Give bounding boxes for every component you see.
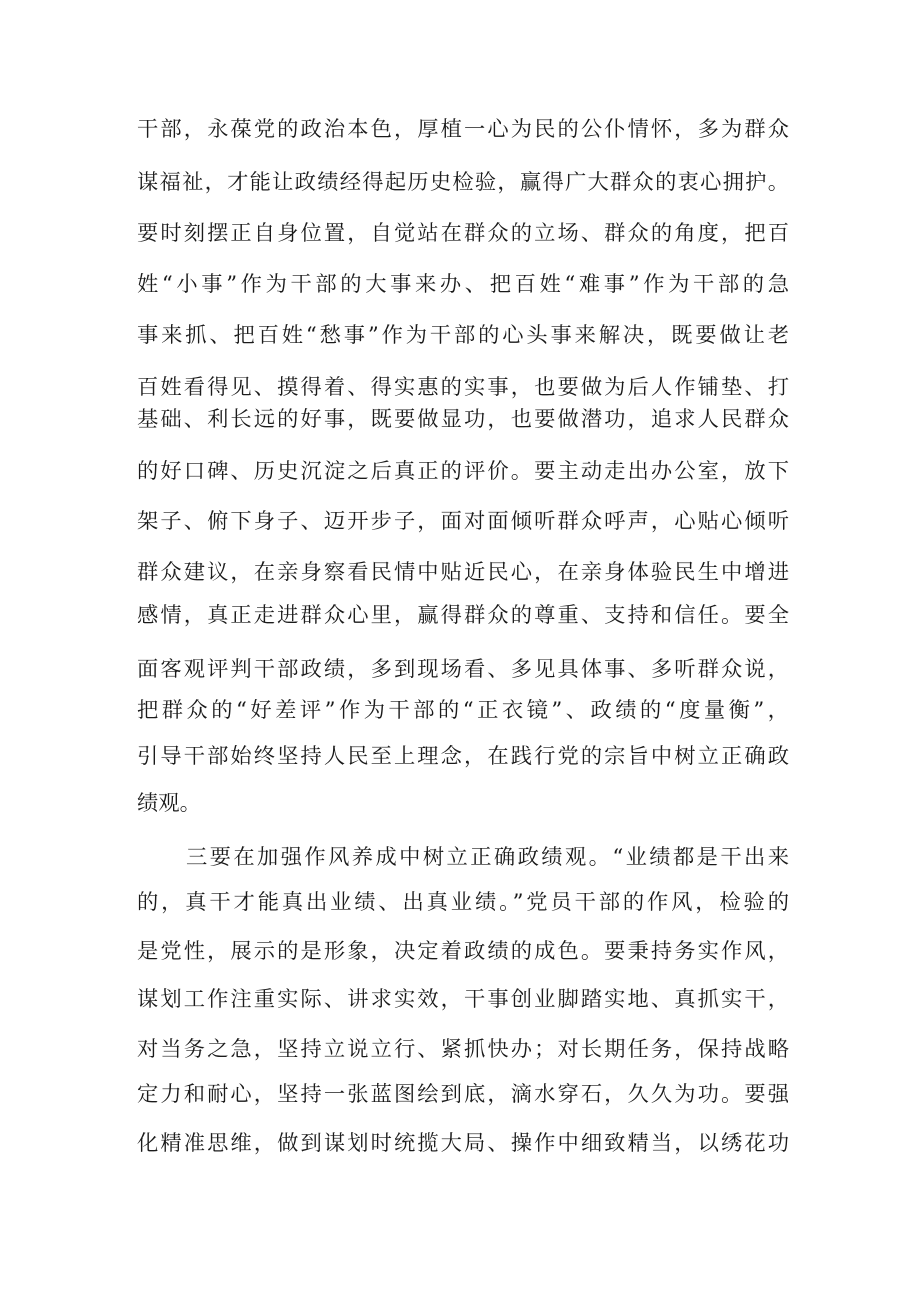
text-line: 谋福祉，才能让政绩经得起历史检验，赢得广大群众的衷心拥护。	[137, 170, 789, 195]
text-line: 要时刻摆正自身位置，自觉站在群众的立场、群众的角度，把百	[137, 221, 789, 246]
text-line: 定力和耐心，坚持一张蓝图绘到底，滴水穿石，久久为功。要强	[137, 1082, 789, 1107]
paragraph-start-line: 三要在加强作风养成中树立正确政绩观。“业绩都是干出来	[186, 845, 789, 870]
text-line: 感情，真正走进群众心里，赢得群众的尊重、支持和信任。要全	[137, 603, 789, 628]
text-line: 是党性，展示的是形象，决定着政绩的成色。要秉持务实作风，	[137, 939, 789, 964]
text-line: 把群众的“好差评”作为干部的“正衣镜”、政绩的“度量衡”，	[137, 698, 789, 723]
text-line: 架子、俯下身子、迈开步子，面对面倾听群众呼声，心贴心倾听	[137, 509, 789, 534]
text-line: 干部，永葆党的政治本色，厚植一心为民的公仆情怀，多为群众	[137, 117, 789, 142]
text-line: 姓“小事”作为干部的大事来办、把百姓“难事”作为干部的急	[137, 272, 789, 297]
text-line: 引导干部始终坚持人民至上理念，在践行党的宗旨中树立正确政	[137, 744, 789, 769]
text-line: 化精准思维，做到谋划时统揽大局、操作中细致精当，以绣花功	[137, 1131, 789, 1156]
text-line: 事来抓、把百姓“愁事”作为干部的心头事来解决，既要做让老	[137, 323, 789, 348]
text-line: 绩观。	[137, 791, 201, 816]
text-line: 基础、利长远的好事，既要做显功，也要做潜功，追求人民群众	[137, 407, 789, 432]
text-line: 谋划工作注重实际、讲求实效，干事创业脚踏实地、真抓实干，	[137, 987, 789, 1012]
text-line: 群众建议，在亲身察看民情中贴近民心，在亲身体验民生中增进	[137, 560, 789, 585]
text-line: 百姓看得见、摸得着、得实惠的实事，也要做为后人作铺垫、打	[137, 375, 789, 400]
text-line: 对当务之急，坚持立说立行、紧抓快办；对长期任务，保持战略	[137, 1037, 789, 1062]
text-line: 面客观评判干部政绩，多到现场看、多见具体事、多听群众说，	[137, 657, 789, 682]
text-line: 的，真干才能真出业绩、出真业绩。”党员干部的作风，检验的	[137, 890, 789, 915]
text-line: 的好口碑、历史沉淀之后真正的评价。要主动走出办公室，放下	[137, 459, 789, 484]
